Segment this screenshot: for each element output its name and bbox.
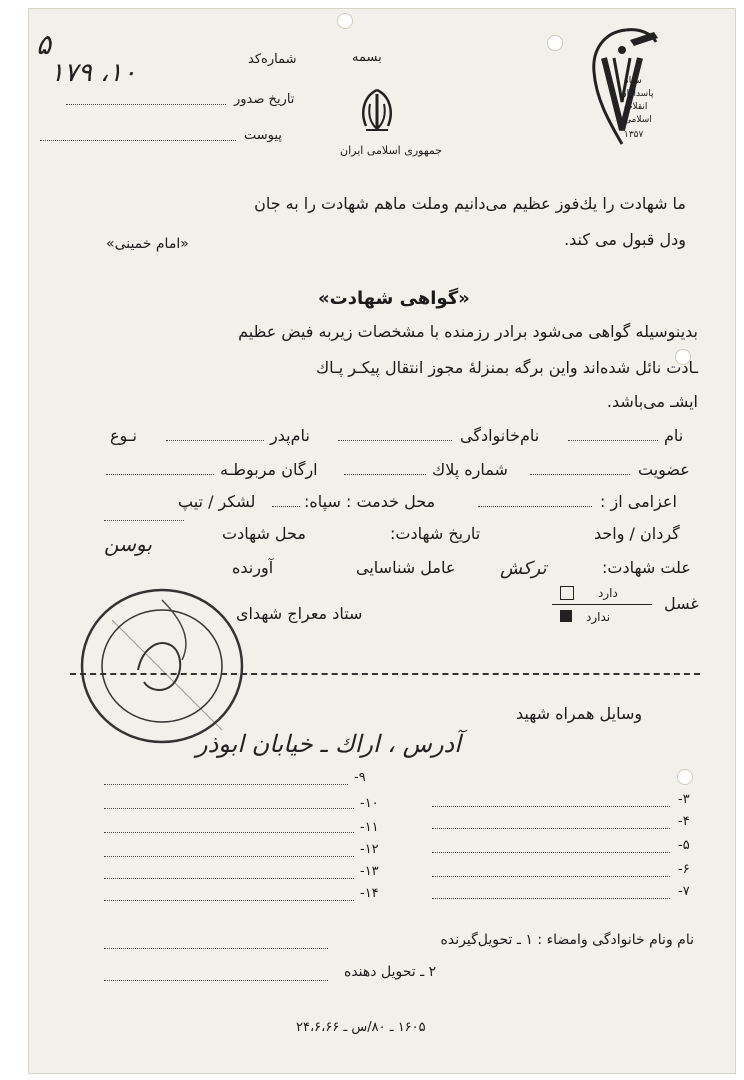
item-line <box>104 878 354 879</box>
cert-paragraph-2: ـادت نائل شده‌اند واین برگه بمنزلهٔ مجوز انتقال پیکـر پـاك <box>315 358 698 377</box>
item-line <box>432 806 670 807</box>
family-label: نام‌خانوادگی <box>460 426 540 445</box>
hasnot-checkbox <box>560 610 572 622</box>
family-line <box>338 440 452 441</box>
item-line <box>104 808 354 809</box>
identification-label: عامل شناسایی <box>356 558 456 577</box>
footer-code: ۱۶۰۵ ـ ۸۰/س ـ ۲۴،۶،۶۶ <box>296 1020 426 1035</box>
number-label: شماره‌کد <box>248 52 297 67</box>
item-line <box>432 828 670 829</box>
punch-hole <box>338 14 352 28</box>
item-number: -۱۳ <box>360 864 379 879</box>
membership-label: عضویت <box>638 460 690 479</box>
name-line <box>568 440 658 441</box>
number-value: ۱۷۹ ،۱۰ <box>50 58 137 88</box>
section-divider <box>70 673 700 675</box>
item-number: -۹ <box>354 770 366 785</box>
service-label: محل خدمت : سپاه: <box>304 492 436 511</box>
issue-date-line <box>66 104 226 105</box>
corps-label: لشکر / تیپ <box>178 492 256 511</box>
quote-line-2: ودل قبول می کند. <box>564 230 686 249</box>
cause-label: علت شهادت: <box>602 558 691 577</box>
basmala: بسمه <box>352 50 382 65</box>
handwritten-place: بوسن <box>104 532 152 556</box>
item-line <box>432 852 670 853</box>
organ-line <box>106 474 214 475</box>
punch-hole <box>548 36 562 50</box>
attachment-label: پیوست <box>244 128 282 143</box>
service-line <box>272 506 300 507</box>
corner-mark: ۵ <box>36 28 52 61</box>
item-line <box>432 876 670 877</box>
signature-receiver-line <box>104 948 328 949</box>
irgc-caption-4: اسلامی <box>624 115 652 125</box>
corps-line <box>104 520 184 521</box>
battalion-label: گردان / واحد <box>594 524 680 543</box>
item-number: -۱۰ <box>360 796 379 811</box>
irgc-year: ۱۳۵۷ <box>624 130 644 140</box>
item-line <box>104 784 348 785</box>
official-stamp <box>72 580 272 750</box>
signature-giver-line <box>104 980 328 981</box>
item-number: -۵ <box>678 838 690 853</box>
iran-emblem-icon <box>354 86 400 138</box>
bringer-label: آورنده <box>232 558 274 577</box>
item-number: -۴ <box>678 814 690 829</box>
quote-source: «امام خمینی» <box>106 236 189 252</box>
item-line <box>104 832 354 833</box>
father-line <box>166 440 264 441</box>
issue-date-label: تاریخ صدور <box>234 92 295 107</box>
staff-label: ستاد معراج شهدای <box>236 604 363 623</box>
dispatch-label: اعزامی از : <box>600 492 677 511</box>
emblem-caption: جمهوری اسلامی ایران <box>340 144 443 157</box>
item-number: -۷ <box>678 884 690 899</box>
signature-line-2: ۲ ـ تحویل دهنده <box>344 964 437 980</box>
place-label: محل شهادت <box>222 524 306 543</box>
quote-line-1: ما شهادت را یك‌فوز عظیم می‌دانیم وملت ماهم شهادت را به جان <box>254 194 686 213</box>
name-label: نام <box>664 426 684 445</box>
item-number: -۱۴ <box>360 886 379 901</box>
handwritten-cause: ترکش <box>500 558 547 579</box>
membership-line <box>530 474 630 475</box>
plaque-line <box>344 474 426 475</box>
item-number: -۳ <box>678 792 690 807</box>
cert-paragraph-3: ایشـ می‌باشد. <box>606 392 698 411</box>
irgc-caption-3: انقلاب <box>624 102 648 112</box>
signature-line-1: نام ونام خانوادگی وامضاء : ۱ ـ تحویل‌گیرنده <box>440 932 694 948</box>
hasnot-label: ندارد <box>586 610 611 624</box>
item-number: -۱۲ <box>360 842 379 857</box>
belongings-title: وسایل همراه شهید <box>516 704 643 723</box>
father-label: نام‌پدر <box>270 426 310 445</box>
ghusl-label: غسل <box>664 594 699 613</box>
item-number: -۶ <box>678 862 690 877</box>
dispatch-line <box>478 506 592 507</box>
attachment-line <box>40 140 236 141</box>
has-checkbox <box>560 586 574 600</box>
organ-label: ارگان مربوطـه <box>220 460 318 479</box>
plaque-label: شماره پلاك <box>432 460 508 479</box>
irgc-caption-1: سپاه <box>624 76 642 86</box>
certificate-title: «گواهی شهادت» <box>318 288 470 309</box>
type-label: نـوع <box>110 426 137 445</box>
date-label: تاریخ شهادت: <box>390 524 481 543</box>
item-number: -۱۱ <box>360 820 379 835</box>
punch-hole <box>678 770 692 784</box>
item-line <box>104 900 354 901</box>
cert-paragraph-1: بدینوسیله گواهی می‌شود برادر رزمنده با مشخصات زیربه فیض عظیم <box>238 322 698 341</box>
irgc-caption-2: پاسداران <box>620 89 654 99</box>
item-line <box>432 898 670 899</box>
fraction-bar <box>552 604 652 605</box>
item-line <box>104 856 354 857</box>
belongings-handwritten: آدرس ، اراك ـ خیابان ابوذر <box>196 730 461 758</box>
has-label: دارد <box>598 586 618 600</box>
